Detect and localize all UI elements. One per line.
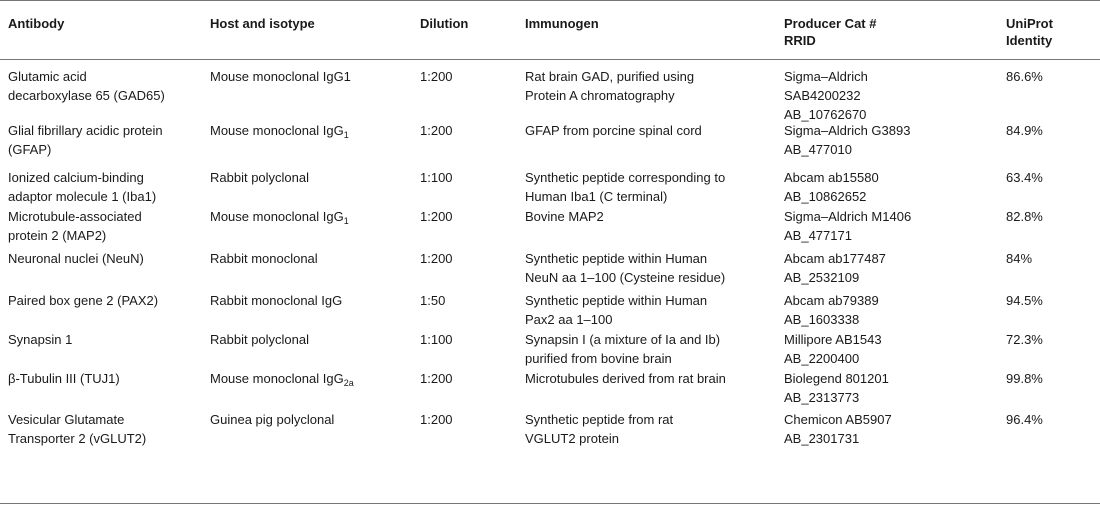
producer-cell-line: Abcam ab79389 xyxy=(784,293,879,308)
header-host: Host and isotype xyxy=(210,16,315,31)
header-row xyxy=(0,0,1100,59)
host-subscript: 1 xyxy=(343,130,349,140)
host-text: Mouse monoclonal IgG xyxy=(210,371,344,386)
immunogen-cell xyxy=(525,207,780,226)
antibody-cell-line: Paired box gene 2 (PAX2) xyxy=(8,293,159,308)
dilution-cell: 1:100 xyxy=(420,170,453,185)
host-cell xyxy=(210,291,415,310)
host-cell-line: Guinea pig polyclonal xyxy=(210,412,335,427)
antibody-cell-line: Glutamic acid xyxy=(8,69,87,84)
immunogen-cell-line: GFAP from porcine spinal cord xyxy=(525,123,702,138)
antibody-cell xyxy=(8,291,203,310)
antibody-cell-line: Neuronal nuclei (NeuN) xyxy=(8,251,144,266)
producer-cell xyxy=(784,207,994,245)
producer-cell-line: AB_10862652 xyxy=(784,189,867,204)
antibody-cell-line: Vesicular Glutamate xyxy=(8,412,125,427)
host-cell xyxy=(210,121,415,140)
immunogen-cell-line: purified from bovine brain xyxy=(525,351,672,366)
immunogen-cell-line: Synthetic peptide within Human xyxy=(525,293,708,308)
identity-cell: 63.4% xyxy=(1006,170,1043,185)
immunogen-cell xyxy=(525,121,780,140)
producer-cell-line: SAB4200232 xyxy=(784,88,861,103)
immunogen-cell xyxy=(525,291,780,329)
antibody-cell xyxy=(8,369,203,388)
host-cell-line: Rabbit polyclonal xyxy=(210,332,310,347)
dilution-cell: 1:200 xyxy=(420,251,453,266)
antibody-cell xyxy=(8,168,203,206)
identity-cell: 94.5% xyxy=(1006,293,1043,308)
dilution-cell: 1:200 xyxy=(420,412,453,427)
host-cell xyxy=(210,330,415,349)
antibody-cell-line: adaptor molecule 1 (Iba1) xyxy=(8,189,157,204)
dilution-cell: 1:200 xyxy=(420,371,453,386)
antibody-cell xyxy=(8,207,203,245)
host-text: Mouse monoclonal IgG xyxy=(210,209,344,224)
host-subscript: 1 xyxy=(343,216,349,226)
header-dilution: Dilution xyxy=(420,16,469,31)
antibody-cell-line: Synapsin 1 xyxy=(8,332,73,347)
header-uniprot: UniProt Identity xyxy=(1006,16,1053,48)
producer-cell-line: AB_477010 xyxy=(784,142,852,157)
header-producer: Producer Cat # RRID xyxy=(784,16,877,48)
producer-cell xyxy=(784,67,994,124)
host-cell-line xyxy=(210,369,415,388)
antibody-cell-line: Microtubule-associated xyxy=(8,209,142,224)
producer-cell-line: Chemicon AB5907 xyxy=(784,412,892,427)
antibody-cell-line: (GFAP) xyxy=(8,142,52,157)
antibody-cell-line: Transporter 2 (vGLUT2) xyxy=(8,431,147,446)
antibody-cell-line: protein 2 (MAP2) xyxy=(8,228,107,243)
producer-cell xyxy=(784,410,994,448)
host-cell-line: Rabbit monoclonal IgG xyxy=(210,293,343,308)
immunogen-cell xyxy=(525,249,780,287)
bottom-rule xyxy=(0,503,1100,504)
host-cell-line: Mouse monoclonal IgG1 xyxy=(210,69,351,84)
immunogen-cell-line: Protein A chromatography xyxy=(525,88,675,103)
producer-cell xyxy=(784,121,994,159)
host-cell xyxy=(210,410,415,429)
host-cell xyxy=(210,168,415,187)
identity-cell: 96.4% xyxy=(1006,412,1043,427)
immunogen-cell-line: Bovine MAP2 xyxy=(525,209,604,224)
producer-cell-line: Sigma–Aldrich xyxy=(784,69,868,84)
header-immunogen: Immunogen xyxy=(525,16,599,31)
immunogen-cell-line: Synthetic peptide from rat xyxy=(525,412,674,427)
immunogen-cell-line: Synthetic peptide within Human xyxy=(525,251,708,266)
producer-cell-line: Millipore AB1543 xyxy=(784,332,882,347)
dilution-cell: 1:200 xyxy=(420,123,453,138)
producer-cell-line: AB_2200400 xyxy=(784,351,860,366)
identity-cell: 82.8% xyxy=(1006,209,1043,224)
producer-cell xyxy=(784,168,994,206)
immunogen-cell-line: Synapsin I (a mixture of Ia and Ib) xyxy=(525,332,721,347)
antibody-cell xyxy=(8,121,203,159)
identity-cell: 86.6% xyxy=(1006,69,1043,84)
dilution-cell: 1:50 xyxy=(420,293,446,308)
immunogen-cell xyxy=(525,168,780,206)
producer-cell-line: AB_2301731 xyxy=(784,431,860,446)
producer-cell-line: AB_2313773 xyxy=(784,390,860,405)
producer-cell-line: AB_10762670 xyxy=(784,107,867,122)
host-cell xyxy=(210,369,415,388)
antibody-cell xyxy=(8,249,203,268)
antibody-cell xyxy=(8,410,203,448)
immunogen-cell-line: Microtubules derived from rat brain xyxy=(525,371,726,386)
identity-cell: 84.9% xyxy=(1006,123,1043,138)
producer-cell xyxy=(784,369,994,407)
producer-cell xyxy=(784,330,994,368)
host-cell-line xyxy=(210,207,415,226)
immunogen-cell-line: Pax2 aa 1–100 xyxy=(525,312,613,327)
host-cell xyxy=(210,67,415,86)
immunogen-cell-line: Rat brain GAD, purified using xyxy=(525,69,695,84)
header-rule xyxy=(0,59,1100,60)
host-text: Mouse monoclonal IgG xyxy=(210,123,344,138)
identity-cell: 84% xyxy=(1006,251,1033,266)
antibody-cell-line: β-Tubulin III (TUJ1) xyxy=(8,371,120,386)
header-antibody: Antibody xyxy=(8,16,65,31)
antibody-cell xyxy=(8,330,203,349)
antibody-cell xyxy=(8,67,203,105)
producer-cell xyxy=(784,249,994,287)
producer-cell-line: Abcam ab15580 xyxy=(784,170,879,185)
dilution-cell: 1:200 xyxy=(420,69,453,84)
host-cell-line: Rabbit polyclonal xyxy=(210,170,310,185)
host-subscript: 2a xyxy=(343,378,354,388)
producer-cell-line: Abcam ab177487 xyxy=(784,251,886,266)
host-cell xyxy=(210,249,415,268)
immunogen-cell-line: Synthetic peptide corresponding to xyxy=(525,170,726,185)
producer-cell-line: Sigma–Aldrich G3893 xyxy=(784,123,911,138)
producer-cell-line: AB_1603338 xyxy=(784,312,860,327)
dilution-cell: 1:100 xyxy=(420,332,453,347)
producer-cell-line: Biolegend 801201 xyxy=(784,371,889,386)
dilution-cell: 1:200 xyxy=(420,209,453,224)
immunogen-cell-line: NeuN aa 1–100 (Cysteine residue) xyxy=(525,270,726,285)
producer-cell-line: Sigma–Aldrich M1406 xyxy=(784,209,912,224)
immunogen-cell-line: VGLUT2 protein xyxy=(525,431,619,446)
producer-cell-line: AB_477171 xyxy=(784,228,852,243)
immunogen-cell xyxy=(525,410,780,448)
immunogen-cell xyxy=(525,67,780,105)
antibody-cell-line: Ionized calcium-binding xyxy=(8,170,144,185)
host-cell-line: Rabbit monoclonal xyxy=(210,251,318,266)
producer-cell xyxy=(784,291,994,329)
host-cell xyxy=(210,207,415,226)
identity-cell: 72.3% xyxy=(1006,332,1043,347)
immunogen-cell xyxy=(525,330,780,368)
antibody-cell-line: decarboxylase 65 (GAD65) xyxy=(8,88,165,103)
immunogen-cell xyxy=(525,369,780,388)
immunogen-cell-line: Human Iba1 (C terminal) xyxy=(525,189,668,204)
identity-cell: 99.8% xyxy=(1006,371,1043,386)
producer-cell-line: AB_2532109 xyxy=(784,270,860,285)
host-cell-line xyxy=(210,121,415,140)
antibody-cell-line: Glial fibrillary acidic protein xyxy=(8,123,163,138)
